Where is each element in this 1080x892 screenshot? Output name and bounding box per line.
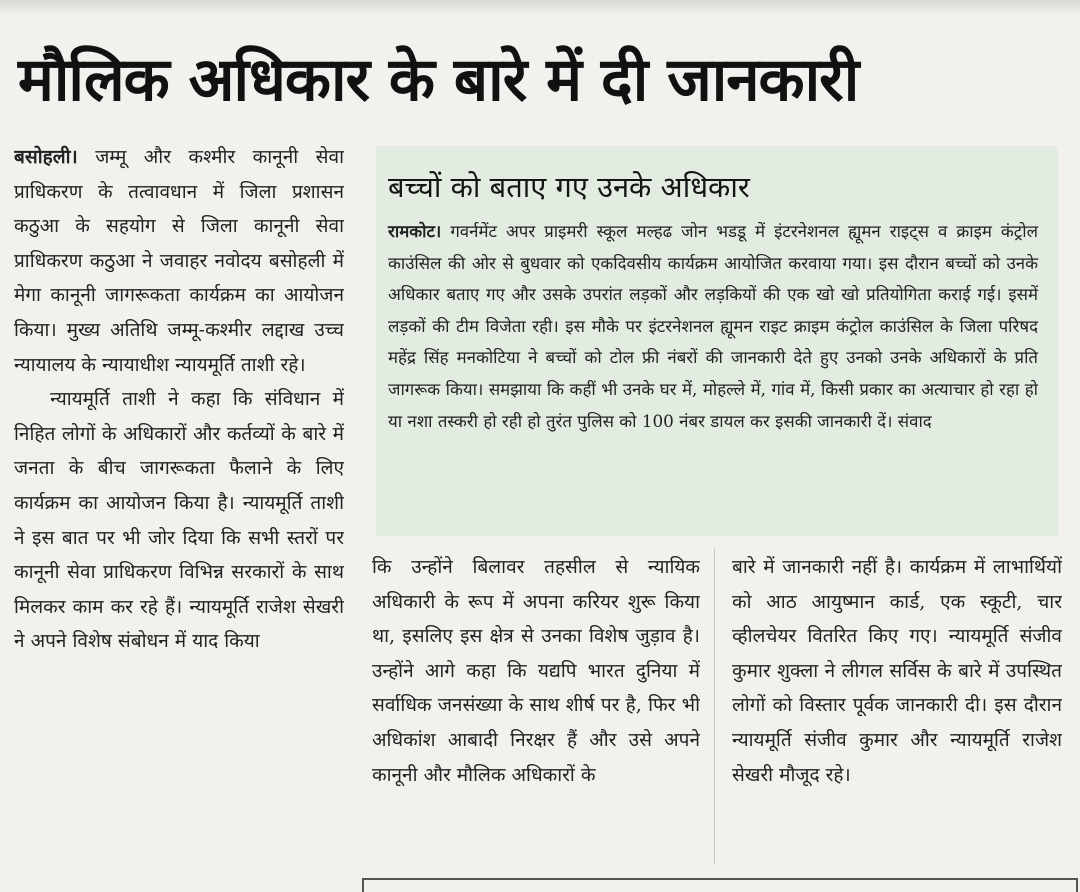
next-article-border	[362, 878, 1078, 892]
sidebar-story-dateline: रामकोट।	[388, 221, 442, 241]
main-story-para1-text: जम्मू और कश्मीर कानूनी सेवा प्राधिकरण के तत्वावधान में जिला प्रशासन कठुआ के सहयोग से जिला कानूनी सेवा प्राधिकरण कठुआ ने जवाहर नवोदय बसोहली में मेगा कानूनी जागरूकता कार्यक्रम का आयोजन किया। मुख्य अतिथि जम्मू-कश्मीर लद्दाख उच्च न्यायालय के न्यायाधीश न्यायमूर्ति ताशी रहे।	[14, 146, 344, 376]
main-story-column-2-text: कि उन्होंने बिलावर तहसील से न्यायिक अधिकारी के रूप में अपना करियर शुरू किया था, इसलिए इस क्षेत्र से उनका विशेष जुड़ाव है। उन्होंने आगे कहा कि यद्यपि भारत दुनिया में सर्वाधिक जनसंख्या के साथ शीर्ष पर है, फिर भी अधिकांश आबादी निरक्षर हैं और उसे अपने कानूनी और मौलिक अधिकारों के	[372, 556, 700, 786]
sidebar-story-credit: संवाद	[892, 410, 932, 431]
main-story-column-3	[732, 550, 1062, 870]
column-divider	[714, 548, 715, 864]
main-story-column-1	[14, 140, 344, 870]
sidebar-story-text: गवर्नमेंट अपर प्राइमरी स्कूल मल्हढ जोन भडडू में इंटरनेशनल ह्यूमन राइट्स व क्राइम कंट्रोल काउंसिल की ओर से बुधवार को एकदिवसीय कार्यक्रम आयोजित करवाया गया। इस दौरान बच्चों को उनके अधिकार बताए गए और उसके उपरांत लड़कों और लड़कियों की एक खो खो प्रतियोगिता कराई गई। इसमें लड़कों की टीम विजेता रही। इस मौके पर इंटरनेशनल ह्यूमन राइट क्राइम कंट्रोल काउंसिल के जिला परिषद महेंद्र सिंह मनकोटिया ने बच्चों को टोल फ्री नंबरों की जानकारी देते हुए उनको उनके अधिकारों के प्रति जागरूक किया। समझाया कि कहीं भी उनके घर में, मोहल्ले में, गांव में, किसी प्रकार का अत्याचार हो रहा हो या नशा तस्करी हो रही हो तुरंत पुलिस को 100 नंबर डायल कर इसकी जानकारी दें।	[388, 221, 1038, 431]
main-story-column-3-text: बारे में जानकारी नहीं है। कार्यक्रम में लाभार्थियों को आठ आयुष्मान कार्ड, एक स्कूटी, चार व्हीलचेयर वितरित किए गए। न्यायमूर्ति संजीव कुमार शुक्ला ने लीगल सर्विस के बारे में उपस्थित लोगों को विस्तार पूर्वक जानकारी दी। इस दौरान न्यायमूर्ति संजीव कुमार और न्यायमूर्ति राजेश सेखरी मौजूद रहे।	[732, 556, 1062, 786]
main-story-column-2	[372, 550, 700, 870]
main-story-paragraph-2: न्यायमूर्ति ताशी ने कहा कि संविधान में निहित लोगों के अधिकारों और कर्तव्यों के बारे में जनता के बीच जागरूकता फैलाने के लिए कार्यक्रम का आयोजन किया है। न्यायमूर्ति ताशी ने इस बात पर भी जोर दिया कि सभी स्तरों पर कानूनी सेवा प्राधिकरण विभिन्न सरकारों के साथ मिलकर काम कर रहे हैं। न्यायमूर्ति राजेश सेखरी ने अपने विशेष संबोधन में याद किया	[14, 388, 344, 653]
main-story-dateline: बसोहली।	[14, 146, 78, 168]
headline: मौलिक अधिकार के बारे में दी जानकारी	[18, 45, 859, 115]
previous-article-strip	[0, 0, 1080, 12]
sidebar-story-body	[388, 216, 1038, 437]
main-story-paragraph-1	[14, 140, 344, 382]
sidebar-story-title: बच्चों को बताए गए उनके अधिकार	[388, 170, 750, 204]
sidebar-story-box	[376, 146, 1058, 536]
